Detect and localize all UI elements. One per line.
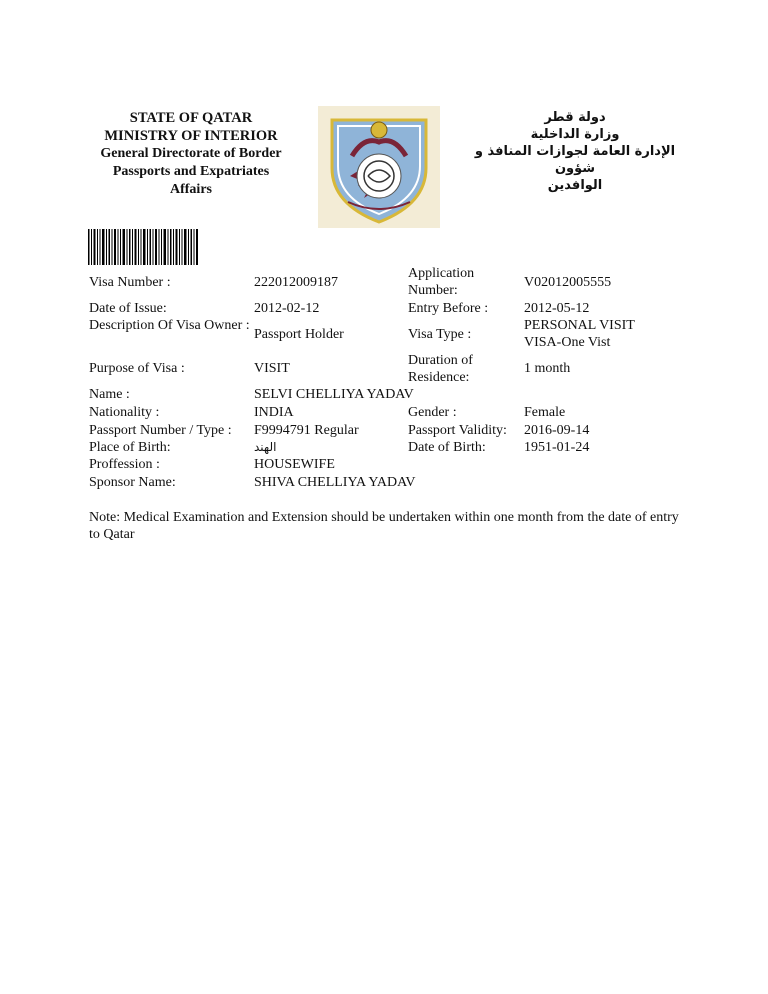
- entry-before-label: Entry Before :: [408, 301, 489, 316]
- duration-label: Duration of Residence:: [408, 353, 473, 385]
- visa-number-label: Visa Number :: [89, 275, 171, 290]
- gender-label: Gender :: [408, 405, 457, 420]
- nationality-value: INDIA: [254, 405, 294, 420]
- application-number-value: V02012005555: [524, 275, 612, 290]
- name-value: SELVI CHELLIYA YADAV: [254, 387, 414, 402]
- directorate-line-1: General Directorate of Border: [100, 146, 282, 161]
- arabic-state-title: دولة قطر: [544, 110, 606, 125]
- duration-value: 1 month: [524, 361, 571, 376]
- passport-validity-value: 2016-09-14: [524, 423, 590, 438]
- entry-before-value: 2012-05-12: [524, 301, 590, 316]
- arabic-header: [462, 109, 688, 194]
- name-label: Name :: [89, 387, 130, 402]
- english-header: [86, 109, 296, 199]
- date-of-issue-value: 2012-02-12: [254, 301, 320, 316]
- visa-type-label: Visa Type :: [408, 327, 472, 342]
- nationality-label: Nationality :: [89, 405, 160, 420]
- place-of-birth-value: الهند: [254, 440, 277, 454]
- arabic-directorate-line-2: الوافدين: [547, 178, 603, 193]
- date-of-birth-label: Date of Birth:: [408, 440, 486, 455]
- sponsor-label: Sponsor Name:: [89, 475, 176, 490]
- place-of-birth-label: Place of Birth:: [89, 440, 171, 455]
- visa-owner-label: Description Of Visa Owner :: [89, 318, 250, 333]
- arabic-ministry-title: وزارة الداخلية: [530, 127, 620, 142]
- passport-validity-label: Passport Validity:: [408, 423, 507, 438]
- ministry-emblem: [318, 106, 440, 228]
- arabic-directorate-line-1: الإدارة العامة لجوازات المنافذ و شؤون: [474, 144, 676, 176]
- visa-type-value: PERSONAL VISIT VISA-One Vist: [524, 318, 635, 350]
- state-title: STATE OF QATAR: [129, 110, 253, 126]
- sponsor-value: SHIVA CHELLIYA YADAV: [254, 475, 416, 490]
- directorate-line-2: Passports and Expatriates: [112, 164, 270, 179]
- purpose-label: Purpose of Visa :: [89, 361, 185, 376]
- application-number-label: Application Number:: [408, 266, 475, 298]
- passport-label: Passport Number / Type :: [89, 423, 232, 438]
- visa-number-value: 222012009187: [254, 275, 338, 290]
- gender-value: Female: [524, 405, 566, 420]
- passport-value: F9994791 Regular: [254, 423, 359, 438]
- medical-note: Note: Medical Examination and Extension should be undertaken within one month from the date of entry to Qatar: [89, 510, 679, 542]
- date-of-issue-label: Date of Issue:: [89, 301, 167, 316]
- ministry-title: MINISTRY OF INTERIOR: [104, 128, 278, 144]
- date-of-birth-value: 1951-01-24: [524, 440, 590, 455]
- purpose-value: VISIT: [254, 361, 290, 376]
- visa-owner-value: Passport Holder: [254, 327, 344, 342]
- directorate-line-3: Affairs: [170, 182, 212, 197]
- barcode: [88, 229, 198, 265]
- profession-value: HOUSEWIFE: [254, 457, 335, 472]
- profession-label: Proffession :: [89, 457, 160, 472]
